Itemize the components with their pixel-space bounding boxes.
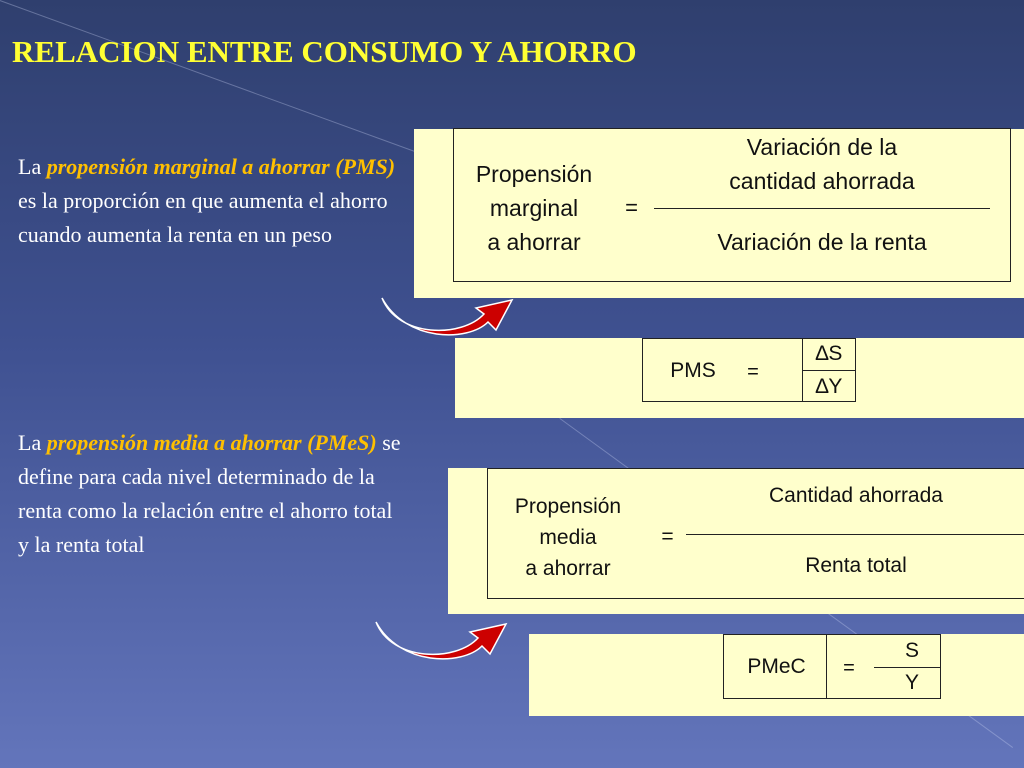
formula-label-line: a ahorrar: [487, 229, 581, 255]
page-title: RELACION ENTRE CONSUMO Y AHORRO: [12, 34, 637, 69]
fraction-bar: [654, 208, 990, 209]
pms-definition-post: es la proporción en que aumenta el ahorro cuando aumenta la renta en un peso: [18, 188, 388, 247]
formula-label-line: a ahorrar: [525, 557, 611, 580]
formula-label: [454, 157, 614, 259]
formula-label-line: Propensión: [514, 495, 622, 518]
numerator-line: cantidad ahorrada: [729, 168, 915, 194]
fraction-bar: [803, 370, 855, 371]
pmes-definition-post: se define para cada nivel determinado de la renta como la relación entre el ahorro total y la renta total: [18, 430, 401, 557]
fraction-numerator: S: [904, 639, 919, 662]
fraction-denominator: Renta total: [805, 554, 907, 577]
formula-box-pmes: [487, 468, 1024, 599]
fraction-denominator: Y: [904, 671, 919, 694]
fraction-denominator: ∆Y: [815, 375, 843, 398]
equals-sign: =: [747, 361, 759, 383]
formula-box-pms-symbol: [642, 338, 856, 402]
equals-sign: =: [843, 657, 855, 679]
pms-term: propensión marginal a ahorrar (PMS): [46, 154, 396, 179]
equals-sign: =: [625, 195, 638, 220]
fraction-numerator: [654, 130, 990, 198]
formula-label: [488, 491, 648, 584]
curved-arrow-icon: [380, 292, 540, 340]
fraction-bar: [874, 667, 940, 668]
fraction-numerator: ∆S: [815, 342, 843, 365]
formula-label-line: marginal: [489, 195, 579, 221]
pmes-term: propensión media a ahorrar (PMeS): [46, 430, 377, 455]
formula-label-line: media: [539, 526, 597, 549]
formula-symbol-label: PMeC: [747, 655, 806, 678]
curved-arrow-icon: [374, 616, 534, 664]
fraction-numerator: Cantidad ahorrada: [769, 484, 943, 507]
fraction-denominator: Variación de la renta: [717, 229, 927, 255]
pms-definition: [18, 150, 408, 252]
formula-box-pmec-symbol: [723, 634, 941, 699]
fraction-bar: [686, 534, 1024, 535]
pms-definition-pre: La: [18, 154, 47, 179]
equals-sign: =: [661, 525, 674, 548]
pmes-definition: [18, 426, 408, 562]
formula-box-pms: [453, 128, 1011, 282]
numerator-line: Variación de la: [746, 134, 898, 160]
formula-label-line: Propensión: [475, 161, 593, 187]
formula-symbol-label: PMS: [670, 359, 716, 382]
pmes-definition-pre: La: [18, 430, 47, 455]
fraction-divider: [826, 635, 827, 698]
